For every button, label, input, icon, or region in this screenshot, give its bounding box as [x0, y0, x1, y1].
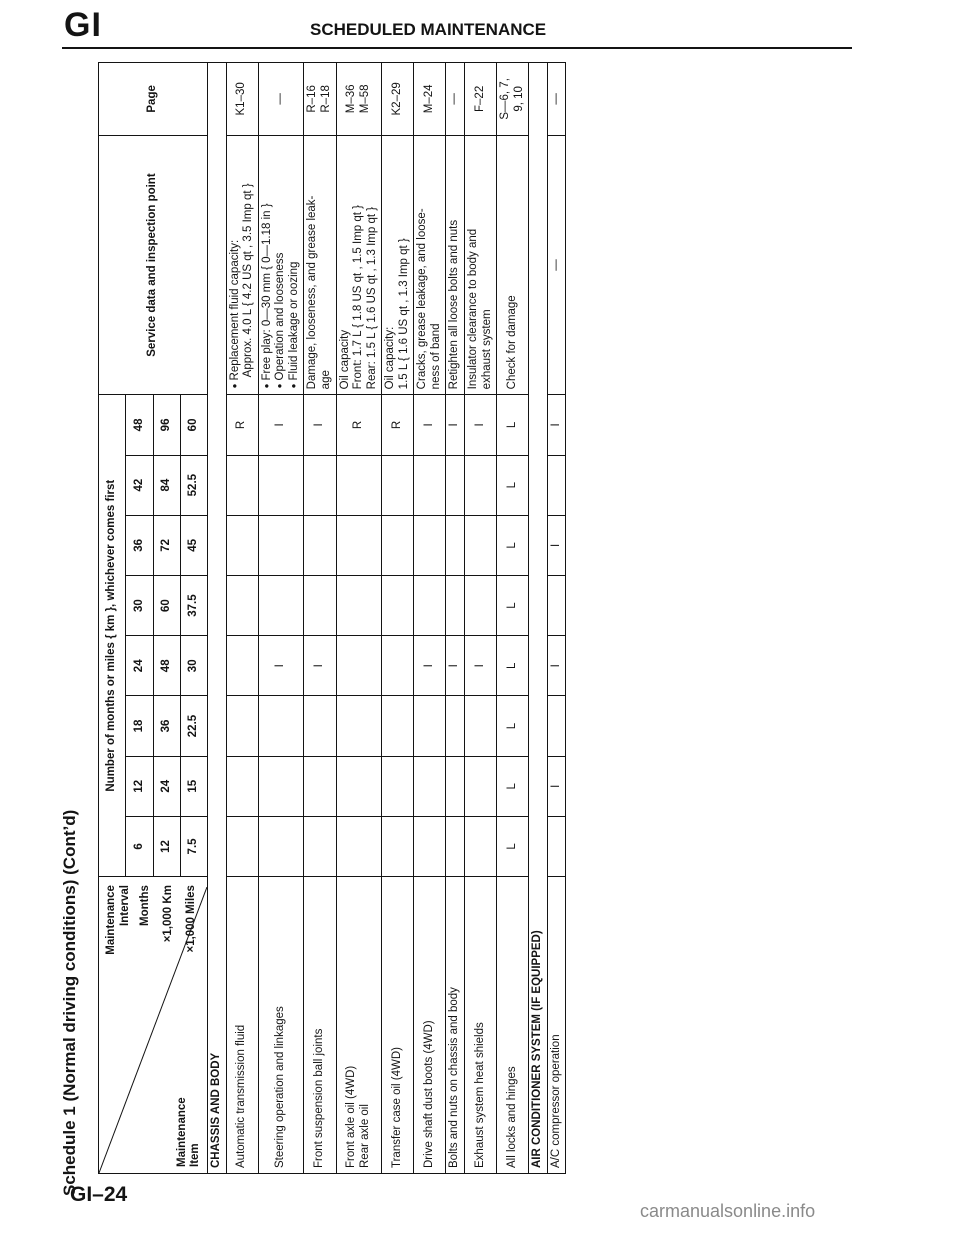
- service-bullets: [229, 141, 256, 390]
- page-reference: —: [547, 63, 566, 136]
- interval-mark: [446, 575, 465, 635]
- service-text: Oil capacity: 1.5 L { 1.6 US qt , 1.3 Imp qt }: [384, 238, 410, 390]
- page-reference: K1–30: [226, 63, 258, 136]
- service-text: Damage, looseness, and grease leak- age: [306, 195, 332, 390]
- interval-mark: [304, 696, 336, 756]
- miles-row-value: 15: [180, 756, 207, 816]
- interval-mark: [465, 696, 497, 756]
- months-row-label: Months: [139, 885, 151, 926]
- interval-mark: [382, 756, 414, 816]
- section-heading: AIR CONDITIONER SYSTEM (IF EQUIPPED): [529, 63, 548, 1174]
- interval-mark: [258, 455, 304, 515]
- table-row: [497, 63, 529, 1174]
- maintenance-item: A/C compressor operation: [547, 877, 566, 1174]
- interval-mark: [446, 816, 465, 876]
- watermark: carmanualsonline.info: [640, 1201, 816, 1221]
- miles-row-value: 45: [180, 515, 207, 575]
- section-row: [529, 63, 548, 1174]
- interval-mark: [226, 756, 258, 816]
- page-header: Page: [99, 63, 208, 136]
- interval-mark: [382, 816, 414, 876]
- interval-mark: [465, 575, 497, 635]
- km-row-value: 72: [153, 515, 180, 575]
- service-text: Cracks, grease leakage, and loose- ness of band: [416, 208, 442, 390]
- table-row: [382, 63, 414, 1174]
- service-bullet: ● Replacement fluid capacity: Approx. 4.0 L { 4.2 US qt , 3.5 Imp qt }: [229, 141, 256, 378]
- page-title: SCHEDULED MAINTENANCE: [310, 20, 547, 39]
- interval-mark: L: [497, 816, 529, 876]
- page-number: GI–24: [70, 1183, 128, 1206]
- months-row-value: 42: [126, 455, 153, 515]
- miles-row-value: 37.5: [180, 575, 207, 635]
- service-data: [258, 135, 304, 395]
- interval-mark: [465, 515, 497, 575]
- interval-mark: I: [465, 395, 497, 455]
- interval-mark: [258, 696, 304, 756]
- table-row: [465, 63, 497, 1174]
- interval-mark: [547, 696, 566, 756]
- page-reference: —: [446, 63, 465, 136]
- service-bullet: ● Free play: 0—30 mm { 0—1.18 in }: [261, 141, 275, 378]
- interval-header: Number of months or miles { km }, whichever comes first: [99, 395, 126, 877]
- months-row-value: 24: [126, 636, 153, 696]
- interval-mark: [304, 816, 336, 876]
- table-row: [336, 63, 382, 1174]
- interval-mark: R: [226, 395, 258, 455]
- interval-mark: [336, 455, 382, 515]
- interval-mark: [414, 696, 446, 756]
- interval-mark: [465, 455, 497, 515]
- interval-mark: [382, 636, 414, 696]
- corner-item-label: Maintenance Item: [175, 1097, 202, 1167]
- interval-mark: [382, 696, 414, 756]
- months-row-value: 6: [126, 816, 153, 876]
- page-reference: S—6, 7, 9, 10: [497, 63, 529, 136]
- miles-row-value: 30: [180, 636, 207, 696]
- interval-mark: [336, 756, 382, 816]
- interval-mark: [336, 575, 382, 635]
- interval-mark: I: [547, 515, 566, 575]
- page-reference: —: [258, 63, 304, 136]
- months-row-value: 18: [126, 696, 153, 756]
- km-row-value: 84: [153, 455, 180, 515]
- interval-mark: [547, 816, 566, 876]
- service-data: [336, 135, 382, 395]
- maintenance-item: Exhaust system heat shields: [465, 877, 497, 1174]
- page-reference: R–16 R–18: [304, 63, 336, 136]
- interval-mark: [258, 515, 304, 575]
- interval-mark: [336, 515, 382, 575]
- interval-mark: [226, 455, 258, 515]
- rotated-schedule: [60, 56, 620, 1196]
- interval-mark: [258, 575, 304, 635]
- months-row-value: 30: [126, 575, 153, 635]
- interval-mark: [465, 756, 497, 816]
- section-row: [208, 63, 227, 1174]
- miles-row-value: 7.5: [180, 816, 207, 876]
- service-data: [446, 135, 465, 395]
- interval-mark: [465, 816, 497, 876]
- maintenance-item: Front axle oil (4WD) Rear axle oil: [336, 877, 382, 1174]
- page-reference: M–36 M–58: [336, 63, 382, 136]
- interval-mark: [414, 515, 446, 575]
- header-rule: [62, 47, 852, 49]
- interval-mark: [414, 816, 446, 876]
- service-data: [226, 135, 258, 395]
- miles-row-value: 60: [180, 395, 207, 455]
- interval-mark: [446, 756, 465, 816]
- km-row-value: 24: [153, 756, 180, 816]
- interval-mark: [226, 636, 258, 696]
- schedule-title: Schedule 1 (Normal driving conditions) (Cont’d): [60, 809, 79, 1196]
- interval-mark: [226, 816, 258, 876]
- interval-mark: I: [547, 756, 566, 816]
- interval-mark: I: [547, 636, 566, 696]
- service-data: [465, 135, 497, 395]
- interval-mark: I: [446, 636, 465, 696]
- interval-mark: L: [497, 636, 529, 696]
- table-row: [226, 63, 258, 1174]
- interval-mark: I: [304, 395, 336, 455]
- interval-mark: R: [382, 395, 414, 455]
- months-row-value: 12: [126, 756, 153, 816]
- interval-mark: [547, 455, 566, 515]
- interval-mark: [414, 575, 446, 635]
- service-text: —: [549, 259, 562, 271]
- maintenance-item: Automatic transmission fluid: [226, 877, 258, 1174]
- service-text: Insulator clearance to body and exhaust system: [467, 228, 493, 390]
- service-data: [547, 135, 566, 395]
- maintenance-item: Drive shaft dust boots (4WD): [414, 877, 446, 1174]
- miles-row-value: 52.5: [180, 455, 207, 515]
- maintenance-item: Front suspension ball joints: [304, 877, 336, 1174]
- interval-mark: I: [304, 636, 336, 696]
- interval-mark: [382, 515, 414, 575]
- interval-mark: [226, 515, 258, 575]
- interval-mark: [258, 756, 304, 816]
- service-bullets: [261, 141, 302, 390]
- maintenance-item: Steering operation and linkages: [258, 877, 304, 1174]
- table-row: [414, 63, 446, 1174]
- table-row: [547, 63, 566, 1174]
- interval-mark: [382, 575, 414, 635]
- interval-mark: I: [414, 636, 446, 696]
- table-row: [446, 63, 465, 1174]
- interval-mark: I: [547, 395, 566, 455]
- interval-mark: L: [497, 575, 529, 635]
- table-row: [304, 63, 336, 1174]
- maintenance-table: [98, 62, 566, 1174]
- miles-row-value: 22.5: [180, 696, 207, 756]
- interval-mark: [304, 575, 336, 635]
- service-data: [304, 135, 336, 395]
- km-row-value: 96: [153, 395, 180, 455]
- interval-mark: L: [497, 515, 529, 575]
- maintenance-item: Bolts and nuts on chassis and body: [446, 877, 465, 1174]
- table-row: [258, 63, 304, 1174]
- interval-mark: [304, 515, 336, 575]
- interval-mark: [446, 455, 465, 515]
- interval-mark: I: [465, 636, 497, 696]
- maintenance-item: Transfer case oil (4WD): [382, 877, 414, 1174]
- interval-mark: [414, 455, 446, 515]
- months-row-value: 36: [126, 515, 153, 575]
- km-row-label: ×1,000 Km: [162, 885, 174, 943]
- interval-mark: I: [258, 636, 304, 696]
- km-row-value: 12: [153, 816, 180, 876]
- interval-mark: L: [497, 395, 529, 455]
- interval-mark: [226, 575, 258, 635]
- km-row-value: 60: [153, 575, 180, 635]
- service-data: [497, 135, 529, 395]
- interval-mark: [258, 816, 304, 876]
- maintenance-item: All locks and hinges: [497, 877, 529, 1174]
- table-corner-cell: [99, 877, 208, 1174]
- section-heading: CHASSIS AND BODY: [208, 63, 227, 1174]
- months-row-value: 48: [126, 395, 153, 455]
- interval-mark: I: [446, 395, 465, 455]
- interval-mark: [304, 756, 336, 816]
- interval-mark: [414, 756, 446, 816]
- interval-mark: [446, 696, 465, 756]
- service-data-header: Service data and inspection point: [99, 135, 208, 395]
- interval-mark: L: [497, 756, 529, 816]
- page-reference: M–24: [414, 63, 446, 136]
- interval-mark: L: [497, 696, 529, 756]
- interval-mark: [446, 515, 465, 575]
- interval-mark: I: [258, 395, 304, 455]
- interval-mark: [547, 575, 566, 635]
- interval-mark: [336, 636, 382, 696]
- interval-mark: L: [497, 455, 529, 515]
- section-code: GI: [64, 6, 102, 44]
- page-reference: K2–29: [382, 63, 414, 136]
- interval-mark: [226, 696, 258, 756]
- interval-mark: [336, 816, 382, 876]
- corner-interval-label: Maintenance Interval: [105, 885, 131, 955]
- km-row-value: 48: [153, 636, 180, 696]
- service-data: [382, 135, 414, 395]
- service-data: [414, 135, 446, 395]
- service-text: Oil capacity Front: 1.7 L { 1.8 US qt , 1.5 Imp qt } Rear: 1.5 L { 1.6 US qt , 1.3 Imp qt }: [338, 204, 378, 390]
- interval-mark: I: [414, 395, 446, 455]
- miles-row-label: ×1,000 Miles: [185, 885, 197, 953]
- interval-mark: [304, 455, 336, 515]
- service-bullet: ● Operation and looseness: [274, 141, 288, 378]
- page-reference: F–22: [465, 63, 497, 136]
- interval-mark: R: [336, 395, 382, 455]
- km-row-value: 36: [153, 696, 180, 756]
- interval-mark: [336, 696, 382, 756]
- service-bullet: ● Fluid leakage or oozing: [288, 141, 302, 378]
- interval-mark: [382, 455, 414, 515]
- service-text: Check for damage: [505, 295, 518, 390]
- service-text: Retighten all loose bolts and nuts: [448, 219, 461, 390]
